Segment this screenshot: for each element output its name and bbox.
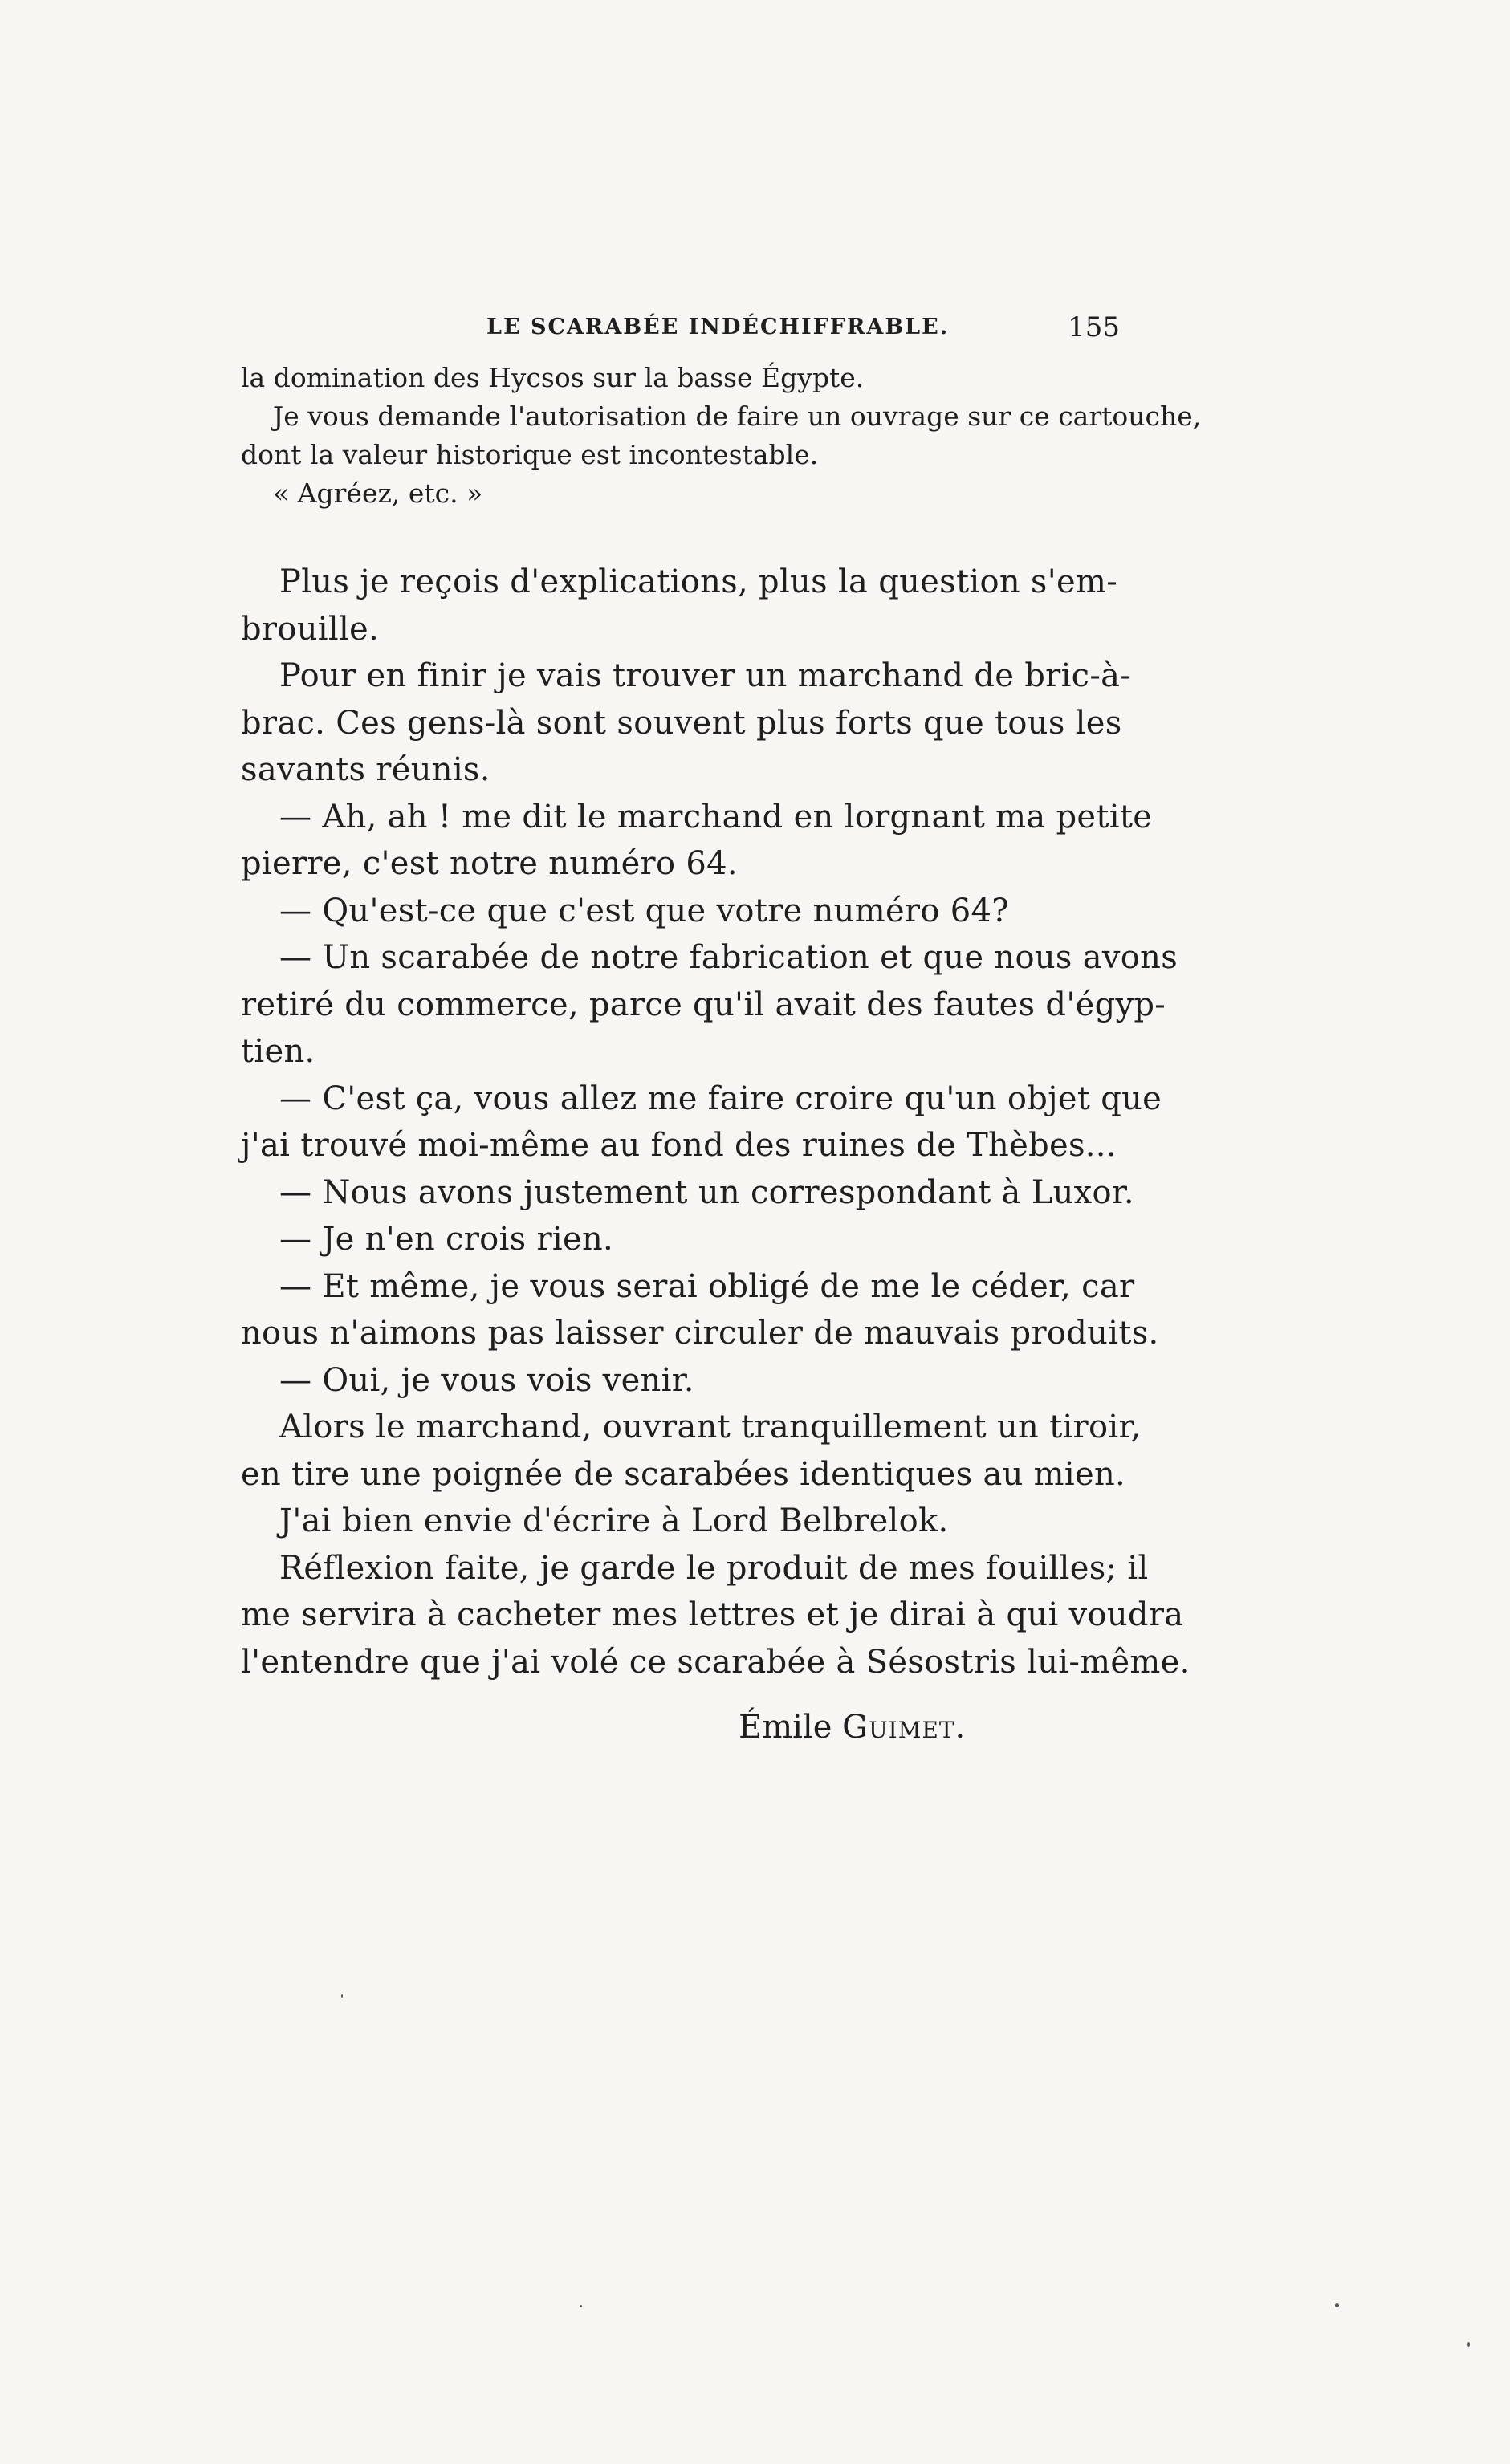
narrative-line: me servira à cacheter mes lettres et je dirai à qui voudra [241, 1596, 1184, 1633]
author-last-name: Guimet. [842, 1709, 967, 1746]
narrative-line: Alors le marchand, ouvrant tranquillement un tiroir, [279, 1409, 1142, 1445]
scan-speck [341, 1994, 343, 1998]
narrative-line: tien. [241, 1033, 315, 1070]
narrative-line: Pour en finir je vais trouver un marchand de bric-à- [279, 657, 1132, 694]
dialogue-line: — Un scarabée de notre fabrication et que nous avons [279, 939, 1178, 976]
scan-speck [1467, 2342, 1470, 2347]
letter-excerpt [241, 359, 1202, 513]
author-first-name: Émile [739, 1709, 832, 1746]
letter-closing: « Agréez, etc. » [273, 478, 483, 509]
page-number: 155 [1068, 311, 1120, 344]
dialogue-line: — Nous avons justement un correspondant à Luxor. [279, 1173, 1134, 1211]
scan-speck [580, 2305, 582, 2307]
dialogue-line: — Qu'est-ce que c'est que votre numéro 64? [279, 892, 1009, 929]
dialogue-line: — C'est ça, vous allez me faire croire qu'un objet que [279, 1080, 1162, 1117]
letter-line: Je vous demande l'autorisation de faire un ouvrage sur ce cartouche, [273, 401, 1202, 432]
narrative-line: Réflexion faite, je garde le produit de mes fouilles; il [279, 1549, 1149, 1587]
dialogue-line: — Et même, je vous serai obligé de me le céder, car [279, 1267, 1135, 1305]
page-body [241, 359, 1202, 1750]
narrative-line: nous n'aimons pas laisser circuler de mauvais produits. [241, 1315, 1159, 1352]
narrative-line: retiré du commerce, parce qu'il avait des fautes d'égyp- [241, 986, 1166, 1023]
narrative-line: J'ai bien envie d'écrire à Lord Belbrelok. [279, 1502, 949, 1539]
running-title: LE SCARABÉE INDÉCHIFFRABLE. [486, 315, 950, 340]
letter-line: dont la valeur historique est incontestable. [241, 439, 819, 470]
narrative-line: l'entendre que j'ai volé ce scarabée à Sésostris lui-même. [241, 1643, 1190, 1681]
narrative-text [241, 559, 1190, 1685]
narrative-line: Plus je reçois d'explications, plus la question s'em- [279, 563, 1118, 600]
narrative-line: brac. Ces gens-là sont souvent plus forts que tous les [241, 704, 1122, 742]
dialogue-line: — Oui, je vous vois venir. [279, 1361, 694, 1399]
narrative-line: en tire une poignée de scarabées identiques au mien. [241, 1455, 1126, 1493]
narrative-line: brouille. [241, 610, 380, 648]
narrative-line: savants réunis. [241, 751, 490, 788]
letter-line: la domination des Hycsos sur la basse Égypte. [241, 362, 865, 393]
page-header [241, 311, 1120, 347]
scan-speck [1335, 2303, 1339, 2307]
dialogue-line: — Je n'en crois rien. [279, 1221, 614, 1258]
dialogue-line: — Ah, ah ! me dit le marchand en lorgnant ma petite [279, 798, 1153, 836]
narrative-line: j'ai trouvé moi-même au fond des ruines de Thèbes... [241, 1127, 1117, 1164]
author-signature [241, 1704, 1120, 1750]
narrative-line: pierre, c'est notre numéro 64. [241, 845, 738, 882]
